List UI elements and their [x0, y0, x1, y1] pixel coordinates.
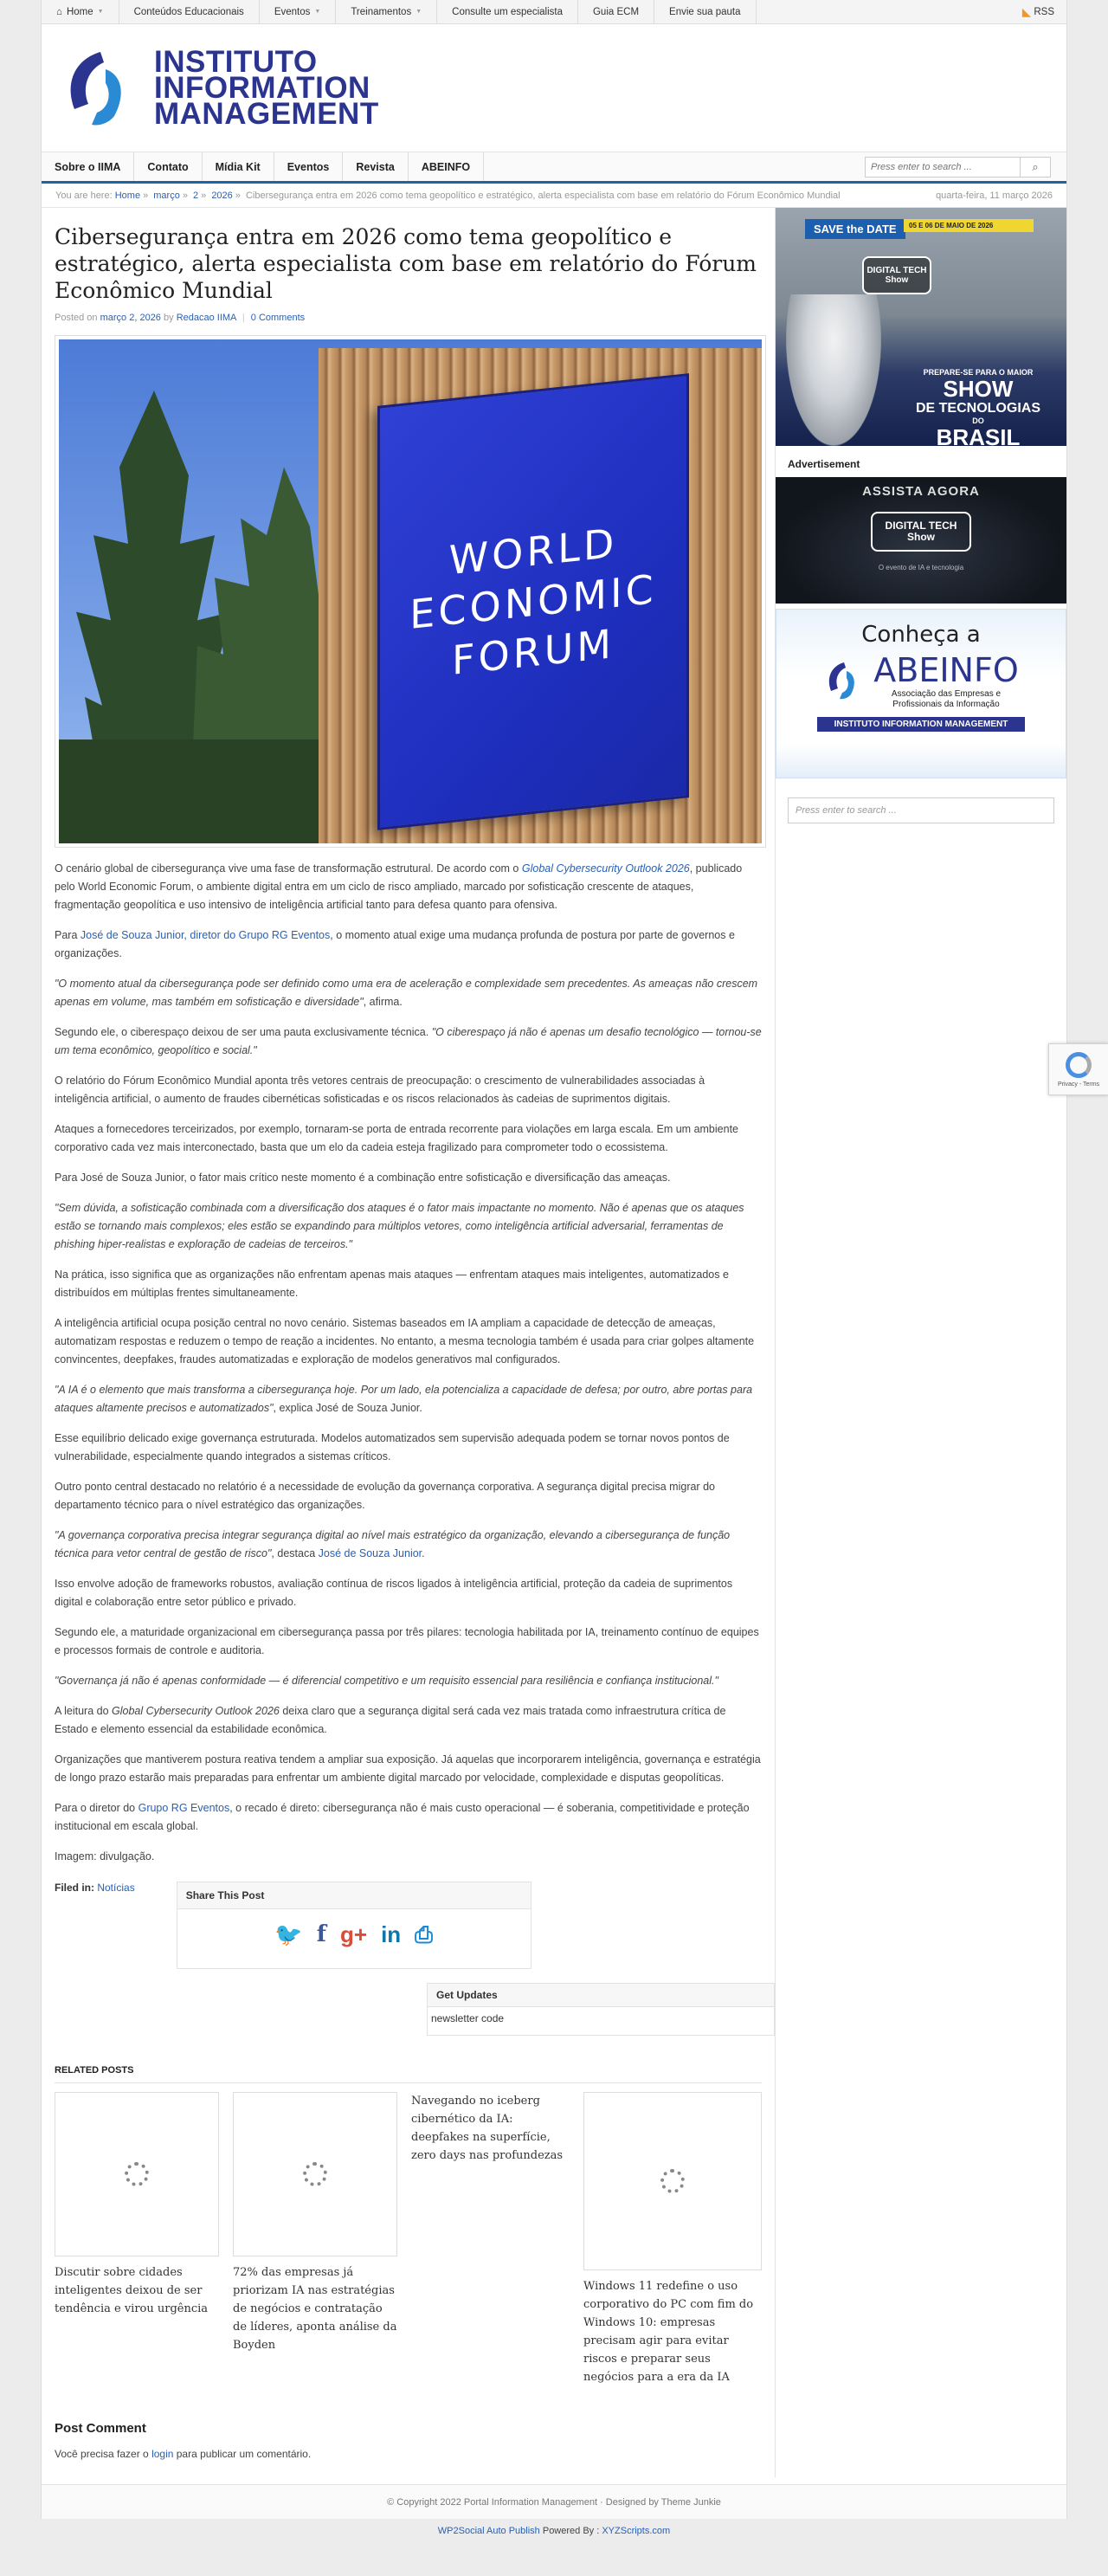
get-updates-box	[427, 1983, 775, 2036]
linkedin-icon[interactable]: in	[381, 1921, 402, 1947]
sub-footer: WP2Social Auto Publish Powered By : XYZScripts.com	[437, 2526, 671, 2536]
paragraph: Para o diretor do Grupo RG Eventos, o recado é direto: cibersegurança não é mais custo operacional — é soberania, competitividade e proteção institucional em escala global.	[55, 1802, 750, 1832]
top-nav-guia-ecm[interactable]: Guia ECM	[578, 0, 654, 23]
newsletter-placeholder: newsletter code	[431, 2012, 505, 2024]
rss-icon: ◣	[1022, 5, 1031, 18]
post-date-link[interactable]: março 2, 2026	[100, 313, 161, 323]
paragraph: Segundo ele, a maturidade organizacional em cibersegurança passa por três pilares: tecnologia habilitada por IA, treinamento contínuo de equipes e processos formais de controle e auditoria.	[55, 1626, 759, 1656]
paragraph: "A governança corporativa precisa integrar segurança digital ao nível mais estratégico da organização, elevando a cibersegurança de função técnica para vetor central de gestão de risco", destaca José de Souza Junior.	[55, 1529, 731, 1559]
related-post[interactable]	[55, 2092, 219, 2386]
logo-mark-icon	[59, 47, 145, 130]
post-footer	[55, 1882, 762, 1969]
post-author-link[interactable]: Redacao IIMA	[176, 313, 236, 323]
wef-sign: WORLD ECONOMIC FORUM	[377, 373, 689, 830]
trees-graphic	[59, 339, 353, 843]
share-icons	[177, 1909, 531, 1968]
digital-tech-logo: DIGITAL TECH Show	[862, 256, 931, 294]
related-posts	[55, 2092, 762, 2386]
sidebar-search-input[interactable]: Press enter to search ...	[788, 797, 1054, 823]
top-nav-envie-pauta[interactable]: Envie sua pauta	[654, 0, 756, 23]
breadcrumb	[42, 184, 1066, 208]
paragraph: Outro ponto central destacado no relatório é a necessidade de evolução da governança corporativa. A segurança digital precisa migrar do departamento técnico para o nível estratégico das organizações.	[55, 1481, 715, 1511]
post-comment-section	[55, 2421, 762, 2460]
comment-login-note: Você precisa fazer o login para publicar um comentário.	[55, 2448, 312, 2460]
related-title[interactable]: Windows 11 redefine o uso corporativo do PC com fim do Windows 10: empresas precisam agir para evitar riscos e preparar seus negócios para a era da IA	[583, 2280, 754, 2384]
related-thumb[interactable]	[233, 2092, 397, 2256]
top-nav-treinamentos[interactable]: Treinamentos ▼	[336, 0, 437, 23]
post-meta: Posted on março 2, 2026 by Redacao IIMA | 0 Comments	[55, 313, 306, 323]
header-search	[865, 157, 1051, 178]
top-nav-home[interactable]: ⌂ Home ▼	[42, 0, 119, 23]
paragraph-quote: "Governança já não é apenas conformidade — é diferencial competitivo e um requisito essencial para resiliência e confiança institucional."	[55, 1675, 718, 1687]
loading-spinner-icon	[303, 2162, 327, 2186]
paragraph: Imagem: divulgação.	[55, 1850, 155, 1863]
logo-text: INSTITUTO INFORMATION MANAGEMENT	[154, 44, 379, 131]
breadcrumb-current: Cibersegurança entra em 2026 como tema geopolítico e estratégico, alerta especialista com base em relatório do Fórum Econômico Mundial	[245, 190, 841, 201]
article-body	[55, 860, 762, 1866]
related-post[interactable]	[233, 2092, 397, 2386]
top-nav	[42, 0, 757, 23]
digital-tech-logo: DIGITAL TECH Show	[871, 512, 971, 552]
related-thumb[interactable]	[583, 2092, 762, 2270]
loading-spinner-icon	[125, 2162, 149, 2186]
nav-item-sobre[interactable]: Sobre o IIMA	[42, 152, 134, 181]
chevron-down-icon: ▼	[97, 9, 104, 15]
author-link[interactable]: José de Souza Junior	[318, 1547, 422, 1559]
abeinfo-logo-icon	[823, 659, 866, 702]
recaptcha-icon	[1066, 1052, 1092, 1078]
paragraph: Esse equilíbrio delicado exige governança estruturada. Modelos automatizados sem supervisão adequada podem se tornar novos pontos de vulnerabilidade, especialmente quando integrados a sistemas críticos.	[55, 1432, 730, 1462]
featured-image	[55, 335, 766, 848]
category-link[interactable]: Notícias	[97, 1882, 135, 1894]
site-logo[interactable]	[59, 44, 379, 131]
google-plus-icon[interactable]: g+	[339, 1921, 368, 1947]
nav-item-midia-kit[interactable]: Mídia Kit	[203, 152, 274, 181]
paragraph-quote: "Sem dúvida, a sofisticação combinada com a diversificação dos ataques é o fator mais impactante no momento. Não é apenas que os ataques estão se tornando mais complexos; eles estão se expandindo para múltiplos vetores, como inteligência artificial adversarial, ferramentas de phishing hiper-realistas e exploração de cadeias de terceiros."	[55, 1202, 744, 1250]
nav-item-eventos[interactable]: Eventos	[274, 152, 344, 181]
ad-assista-agora[interactable]: ASSISTA AGORA DIGITAL TECH Show O evento de IA e tecnologia	[776, 477, 1066, 604]
paragraph: Isso envolve adoção de frameworks robustos, avaliação contínua de riscos ligados à inteligência artificial, proteção da cadeia de suprimentos digital e colaboração entre setor público e privado.	[55, 1578, 733, 1608]
site-header	[42, 24, 1066, 152]
current-date: quarta-feira, 11 março 2026	[936, 190, 1053, 201]
nav-item-abeinfo[interactable]: ABEINFO	[409, 152, 484, 181]
login-link[interactable]: login	[151, 2448, 174, 2460]
main-content	[42, 208, 776, 2477]
paragraph: A inteligência artificial ocupa posição central no novo cenário. Sistemas baseados em IA ampliam a capacidade de detecção de ameaças, automatizam respostas e reduzem o tempo de reação a incidentes. No entanto, a mesma tecnologia também é usada para criar golpes altamente convincentes, deepfakes, fraudes automatizadas e exploração de modelos generativos mal configurados.	[55, 1317, 755, 1365]
main-nav-list	[42, 152, 484, 181]
main-nav	[42, 152, 1066, 184]
twitter-icon[interactable]: 🐦	[274, 1921, 303, 1947]
search-icon[interactable]: ⌕	[1020, 158, 1050, 177]
breadcrumb-home[interactable]: Home	[114, 190, 141, 201]
post-comments-link[interactable]: 0 Comments	[250, 313, 306, 323]
advertisement-label: Advertisement	[788, 458, 860, 470]
related-posts-title: RELATED POSTS	[55, 2065, 762, 2083]
paragraph: Para José de Souza Junior, o fator mais crítico neste momento é a combinação entre sofisticação e diversificação das ameaças.	[55, 1172, 671, 1184]
breadcrumb-year[interactable]: 2026	[211, 190, 233, 201]
ad-abeinfo[interactable]: Conheça a ABEINFO Associação das Empresas e Profissionais da Informação INSTITUTO INFORMATION MANAGEMENT	[776, 609, 1066, 778]
share-title: Share This Post	[177, 1882, 531, 1909]
top-nav-especialista[interactable]: Consulte um especialista	[437, 0, 578, 23]
author-bio-link[interactable]: José de Souza Junior, diretor do Grupo RG Eventos	[80, 929, 331, 941]
paragraph: O relatório do Fórum Econômico Mundial aponta três vetores centrais de preocupação: o crescimento de vulnerabilidades associadas à inteligência artificial, o aumento de fraudes cibernéticas sofisticadas e os riscos relacionados às cadeias de suprimentos digitais.	[55, 1075, 705, 1105]
robot-graphic	[786, 294, 881, 446]
top-nav-conteudos[interactable]: Conteúdos Educacionais	[119, 0, 260, 23]
xyzscripts-link[interactable]: XYZScripts.com	[602, 2526, 671, 2536]
site-footer: © Copyright 2022 Portal Information Management · Designed by Theme Junkie	[42, 2484, 1066, 2519]
breadcrumb-day[interactable]: 2	[193, 190, 199, 201]
paragraph: A leitura do Global Cybersecurity Outlook 2026 deixa claro que a segurança digital será cada vez mais tratada como infraestrutura crítica de Estado e elemento essencial da estabilidade econômica.	[55, 1705, 726, 1735]
paragraph: Para José de Souza Junior, diretor do Grupo RG Eventos, o momento atual exige uma mudança profunda de postura por parte de governos e organizações.	[55, 929, 735, 959]
header-search-input[interactable]	[866, 158, 1020, 177]
share-box	[177, 1882, 531, 1969]
post-comment-title: Post Comment	[55, 2421, 146, 2436]
related-thumb[interactable]	[55, 2092, 219, 2256]
home-icon: ⌂	[56, 6, 62, 17]
ad-digital-tech-show[interactable]: SAVE the DATE 05 E 06 DE MAIO DE 2026 DIGITAL TECH Show PREPARE-SE PARA O MAIOR SHOW DE TECNOLOGIAS DO BRASIL	[776, 208, 1066, 446]
rss-link[interactable]: ◣ RSS	[1022, 5, 1054, 18]
related-title[interactable]: 72% das empresas já priorizam IA nas estratégias de negócios e contratação de líderes, aponta análise da Boyden	[233, 2266, 397, 2352]
gco-link[interactable]: Global Cybersecurity Outlook 2026	[521, 862, 690, 875]
post-title: Cibersegurança entra em 2026 como tema geopolítico e estratégico, alerta especialista com base em relatório do Fórum Econômico Mundial	[55, 224, 757, 303]
paragraph: O cenário global de cibersegurança vive uma fase de transformação estrutural. De acordo com o Global Cybersecurity Outlook 2026, publicado pelo World Economic Forum, o ambiente digital entra em um ciclo de risco ampliado, marcado por sofisticação crescente de ataques, fragmentação geopolítica e uso intensivo de inteligência artificial tanto para defesa quanto para ofensiva.	[55, 862, 743, 911]
related-post[interactable]	[583, 2092, 762, 2386]
related-title[interactable]: Navegando no iceberg cibernético da IA: deepfakes na superfície, zero days nas profundezas	[411, 2095, 564, 2162]
facebook-icon[interactable]: f	[316, 1921, 326, 1947]
recaptcha-badge[interactable]: Privacy - Terms	[1048, 1043, 1108, 1095]
chevron-down-icon: ▼	[314, 9, 321, 15]
related-title[interactable]: Discutir sobre cidades inteligentes deixou de ser tendência e virou urgência	[55, 2266, 209, 2315]
get-updates-title: Get Updates	[428, 1984, 774, 2007]
loading-spinner-icon	[660, 2169, 685, 2193]
paragraph: "O momento atual da cibersegurança pode ser definido como uma era de aceleração e complexidade sem precedentes. As ameaças não crescem apenas em volume, mas também em sofisticação e diversidade", afirma.	[55, 978, 758, 1008]
top-bar	[42, 0, 1066, 24]
top-nav-eventos[interactable]: Eventos ▼	[260, 0, 337, 23]
paragraph: Ataques a fornecedores terceirizados, por exemplo, tornaram-se porta de entrada recorrente para violações em larga escala. Em um ambiente corporativo cada vez mais interconectado, basta que um elo da cadeia esteja fragilizado para comprometer todo o ecossistema.	[55, 1123, 738, 1153]
filed-in: Filed in: Notícias	[55, 1882, 135, 1894]
paragraph: Segundo ele, o ciberespaço deixou de ser uma pauta exclusivamente técnica. "O ciberespaço já não é apenas um desafio tecnológico — tornou-se um tema econômico, geopolítico e social."	[55, 1026, 762, 1056]
breadcrumb-trail: You are here: Home » março » 2 » 2026 » Cibersegurança entra em 2026 como tema geopolítico e estratégico, alerta especialista com base em relatório do Fórum Econômico Mundial	[55, 190, 841, 201]
nav-item-contato[interactable]: Contato	[134, 152, 202, 181]
paragraph: Organizações que mantiverem postura reativa tendem a ampliar sua exposição. Já aquelas que incorporarem inteligência, governança e estratégia de longo prazo estarão mais preparadas para enfrentar um ambiente digital marcado por velocidade, complexidade e disputas geopolíticas.	[55, 1753, 761, 1784]
paragraph: Na prática, isso significa que as organizações não enfrentam apenas mais ataques — enfrentam ataques mais inteligentes, automatizados e distribuídos em múltiplas frentes simultaneamente.	[55, 1269, 729, 1299]
print-icon[interactable]: ⎙	[415, 1921, 433, 1947]
wp2social-link[interactable]: WP2Social Auto Publish	[437, 2526, 540, 2536]
paragraph: "A IA é o elemento que mais transforma a cibersegurança hoje. Por um lado, ela potencializa a capacidade de defesa; por outro, abre portas para ataques altamente precisos e automatizados", explica José de Souza Junior.	[55, 1384, 753, 1414]
chevron-down-icon: ▼	[416, 9, 422, 15]
sidebar	[776, 208, 1066, 2477]
nav-item-revista[interactable]: Revista	[343, 152, 408, 181]
breadcrumb-month[interactable]: março	[153, 190, 180, 201]
rg-eventos-link[interactable]: Grupo RG Eventos	[138, 1802, 230, 1814]
related-post[interactable]	[411, 2092, 570, 2386]
